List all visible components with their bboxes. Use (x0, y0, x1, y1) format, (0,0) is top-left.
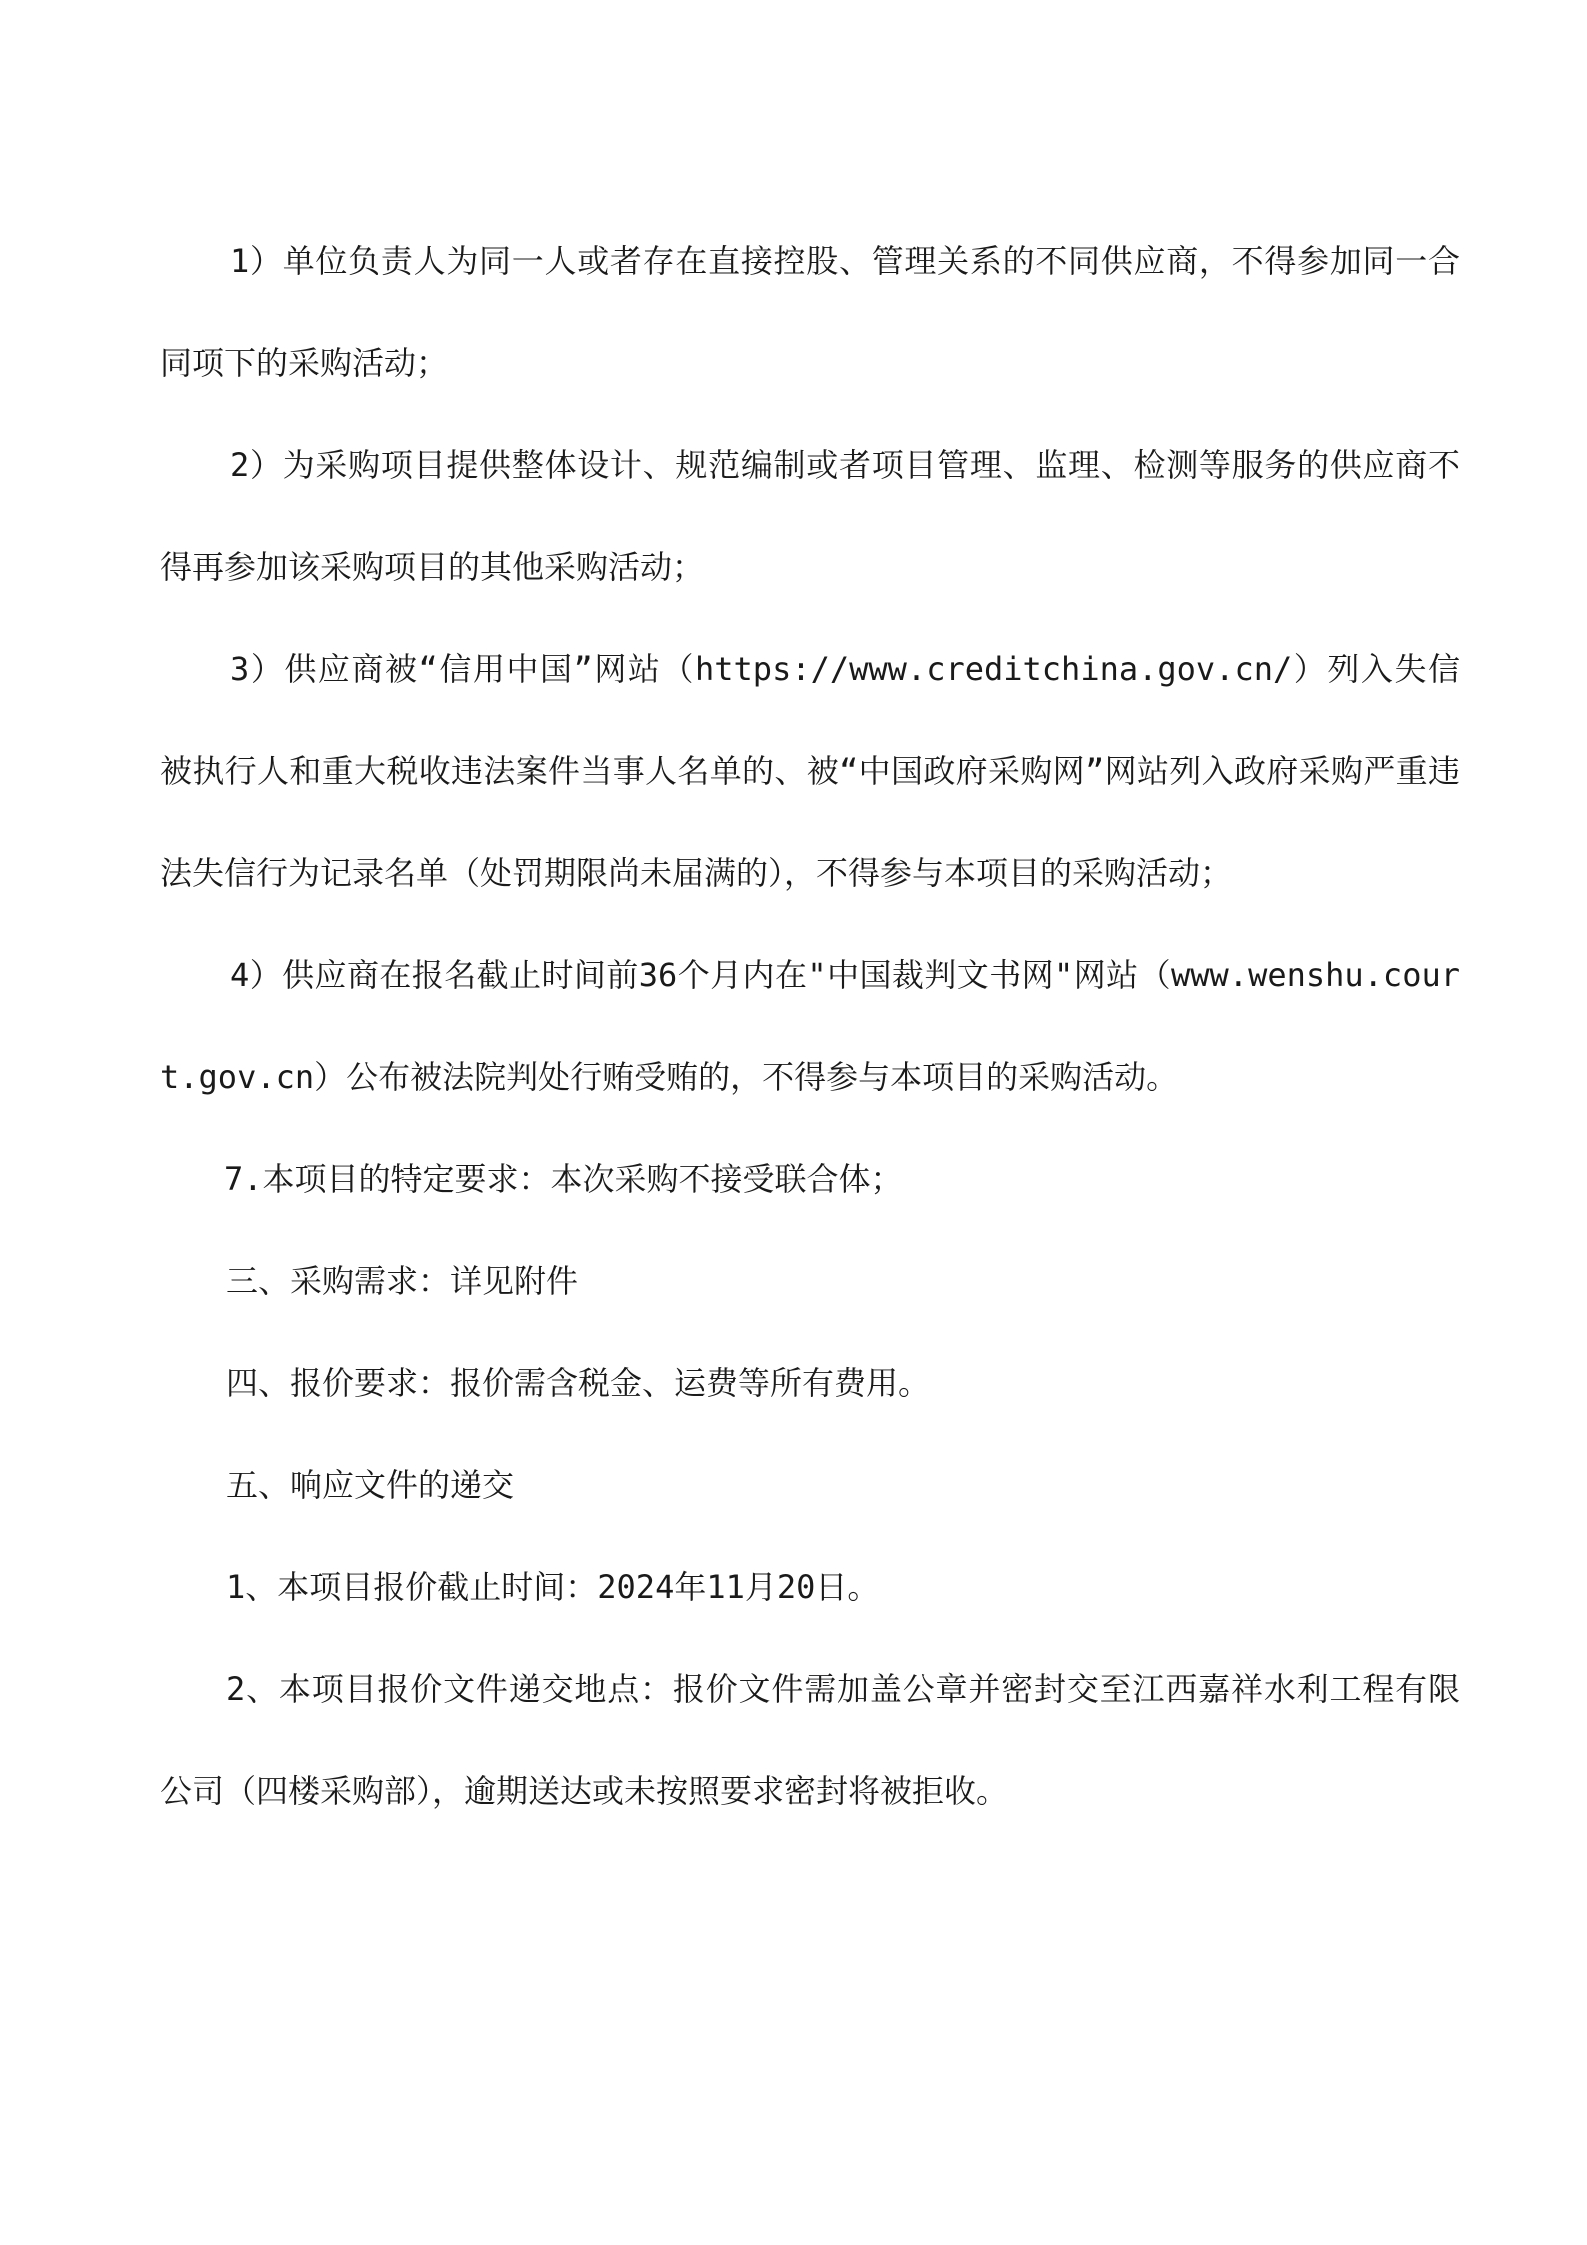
clause-2-paragraph: 2）为采购项目提供整体设计、规范编制或者项目管理、监理、检测等服务的供应商不得再参加该采购项目的其他采购活动； (160, 446, 1460, 586)
clause-3-paragraph: 3）供应商被“信用中国”网站（https://www.creditchina.gov.cn/）列入失信被执行人和重大税收违法案件当事人名单的、被“中国政府采购网”网站列入政府采购严重违法失信行为记录名单（处罚期限尚未届满的），不得参与本项目的采购活动； (160, 650, 1460, 892)
submission-location-paragraph: 2、本项目报价文件递交地点：报价文件需加盖公章并密封交至江西嘉祥水利工程有限公司（四楼采购部），逾期送达或未按照要求密封将被拒收。 (160, 1670, 1460, 1810)
clause-1-paragraph: 1）单位负责人为同一人或者存在直接控股、管理关系的不同供应商，不得参加同一合同项下的采购活动； (160, 242, 1460, 382)
section-4-heading: 四、报价要求：报价需含税金、运费等所有费用。 (226, 1364, 931, 1402)
document-body (160, 210, 1460, 1842)
section-3-heading: 三、采购需求：详见附件 (226, 1262, 579, 1300)
deadline-paragraph: 1、本项目报价截止时间：2024年11月20日。 (226, 1568, 880, 1606)
clause-4-paragraph: 4）供应商在报名截止时间前36个月内在"中国裁判文书网"网站（www.wenshu.court.gov.cn）公布被法院判处行贿受贿的，不得参与本项目的采购活动。 (160, 956, 1460, 1096)
specific-requirements-paragraph: 7.本项目的特定要求：本次采购不接受联合体； (224, 1160, 903, 1198)
section-5-heading: 五、响应文件的递交 (226, 1466, 515, 1504)
